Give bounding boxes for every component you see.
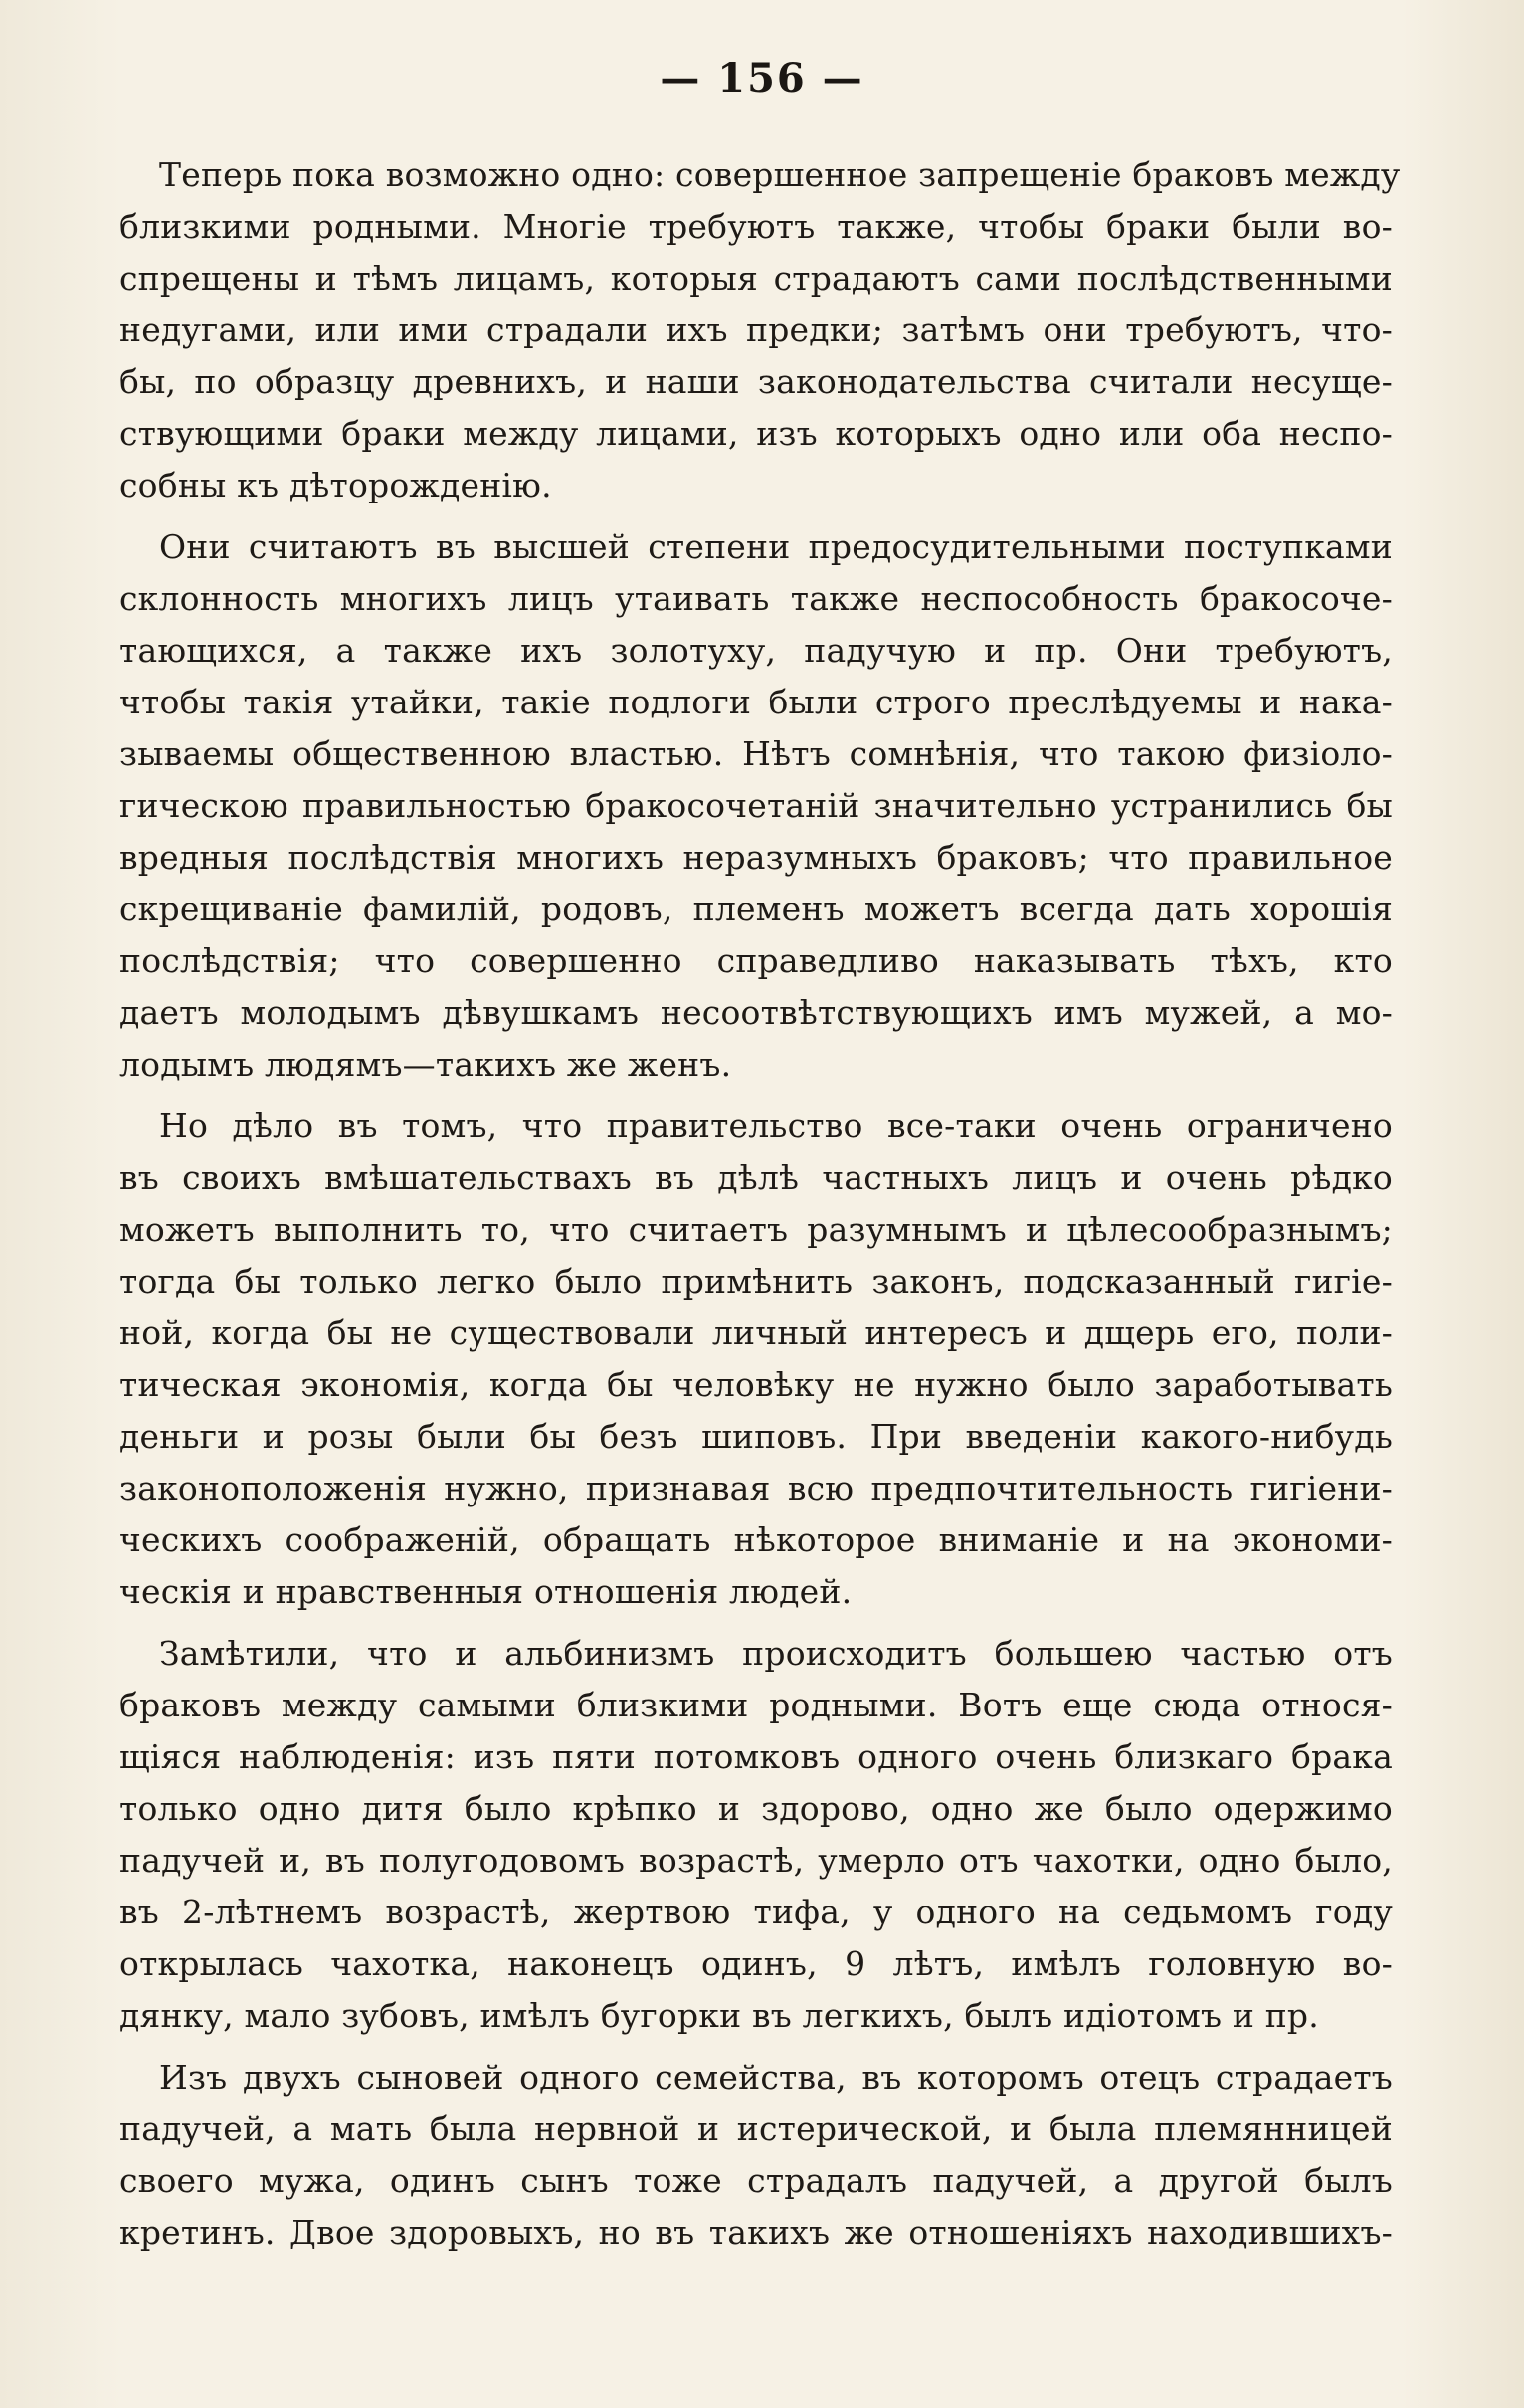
paragraph-4	[119, 1628, 1393, 2042]
paragraph-5	[119, 2052, 1393, 2259]
text-line: Изъ двухъ сыновей одного семейства, въ которомъ отецъ страдаетъ	[159, 2058, 1393, 2097]
text-line: можетъ выполнить то, что считаетъ разумнымъ и цѣлесообразнымъ;	[119, 1210, 1393, 1249]
text-line: въ своихъ вмѣшательствахъ въ дѣлѣ частныхъ лицъ и очень рѣдко	[119, 1158, 1393, 1197]
text-line: недугами, или ими страдали ихъ предки; затѣмъ они требуютъ, что-	[119, 310, 1393, 349]
text-line: Они считаютъ въ высшей степени предосудительными поступками	[159, 527, 1393, 566]
paragraph-3	[119, 1101, 1393, 1618]
text-line: падучей, а мать была нервной и истерической, и была племянницей	[119, 2109, 1393, 2148]
text-line: деньги и розы были бы безъ шиповъ. При введеніи какого-нибудь	[119, 1417, 1393, 1456]
text-line: ствующими браки между лицами, изъ которыхъ одно или оба неспо-	[119, 414, 1393, 453]
text-line: тическая экономія, когда бы человѣку не нужно было заработывать	[119, 1365, 1393, 1404]
text-line: тогда бы только легко было примѣнить законъ, подсказанный гигіе-	[119, 1262, 1393, 1301]
text-line: ческихъ соображеній, обращать нѣкоторое вниманіе и на экономи-	[119, 1520, 1393, 1559]
text-line: лодымъ людямъ—такихъ же женъ.	[119, 1045, 732, 1084]
text-line: браковъ между самыми близкими родными. Вотъ еще сюда относя-	[119, 1686, 1393, 1724]
text-line: склонность многихъ лицъ утаивать также неспособность бракосоче-	[119, 579, 1393, 618]
text-line: дянку, мало зубовъ, имѣлъ бугорки въ легкихъ, былъ идіотомъ и пр.	[119, 1996, 1319, 2035]
paragraph-1	[119, 149, 1401, 511]
text-line: тающихся, а также ихъ золотуху, падучую и пр. Они требуютъ,	[119, 631, 1393, 670]
text-line: Замѣтили, что и альбинизмъ происходитъ большею частью отъ	[159, 1634, 1393, 1673]
paragraph-2	[119, 521, 1393, 1091]
text-line: щіяся наблюденія: изъ пяти потомковъ одного очень близкаго брака	[119, 1737, 1393, 1776]
text-line: собны къ дѣторожденію.	[119, 466, 552, 504]
text-line: въ 2-лѣтнемъ возрастѣ, жертвою тифа, у одного на седьмомъ году	[119, 1893, 1393, 1931]
text-line: ной, когда бы не существовали личный интересъ и дщерь его, поли-	[119, 1313, 1393, 1352]
text-line: только одно дитя было крѣпко и здорово, одно же было одержимо	[119, 1789, 1393, 1828]
text-line: спрещены и тѣмъ лицамъ, которыя страдаютъ сами послѣдственными	[119, 259, 1393, 298]
text-line: законоположенія нужно, признавая всю предпочтительность гигіени-	[119, 1469, 1393, 1507]
text-line: своего мужа, одинъ сынъ тоже страдалъ падучей, а другой былъ	[119, 2161, 1393, 2200]
page-number: — 156 —	[660, 55, 864, 101]
text-line: близкими родными. Многіе требуютъ также, чтобы браки были во-	[119, 207, 1393, 246]
text-line: падучей и, въ полугодовомъ возрастѣ, умерло отъ чахотки, одно было,	[119, 1841, 1393, 1880]
text-line: вредныя послѣдствія многихъ неразумныхъ браковъ; что правильное	[119, 838, 1393, 877]
text-line: скрещиваніе фамилій, родовъ, племенъ можетъ всегда дать хорошія	[119, 890, 1393, 928]
text-line: ческія и нравственныя отношенія людей.	[119, 1572, 853, 1611]
text-line: бы, по образцу древнихъ, и наши законодательства считали несуще-	[119, 362, 1393, 401]
text-line: послѣдствія; что совершенно справедливо наказывать тѣхъ, кто	[119, 941, 1393, 980]
text-line: открылась чахотка, наконецъ одинъ, 9 лѣтъ, имѣлъ головную во-	[119, 1944, 1393, 1983]
text-line: кретинъ. Двое здоровыхъ, но въ такихъ же отношеніяхъ находившихъ-	[119, 2213, 1393, 2252]
text-line: чтобы такія утайки, такіе подлоги были строго преслѣдуемы и нака-	[119, 683, 1393, 721]
text-line: Теперь пока возможно одно: совершенное запрещеніе браковъ между	[159, 155, 1401, 194]
text-line: гическою правильностью бракосочетаній значительно устранились бы	[119, 786, 1393, 825]
text-line: Но дѣло въ томъ, что правительство все-таки очень ограничено	[159, 1106, 1393, 1145]
text-line: зываемы общественною властью. Нѣтъ сомнѣнія, что такою физіоло-	[119, 734, 1393, 773]
text-line: даетъ молодымъ дѣвушкамъ несоотвѣтствующихъ имъ мужей, а мо-	[119, 993, 1393, 1032]
body-text	[119, 149, 1401, 2269]
